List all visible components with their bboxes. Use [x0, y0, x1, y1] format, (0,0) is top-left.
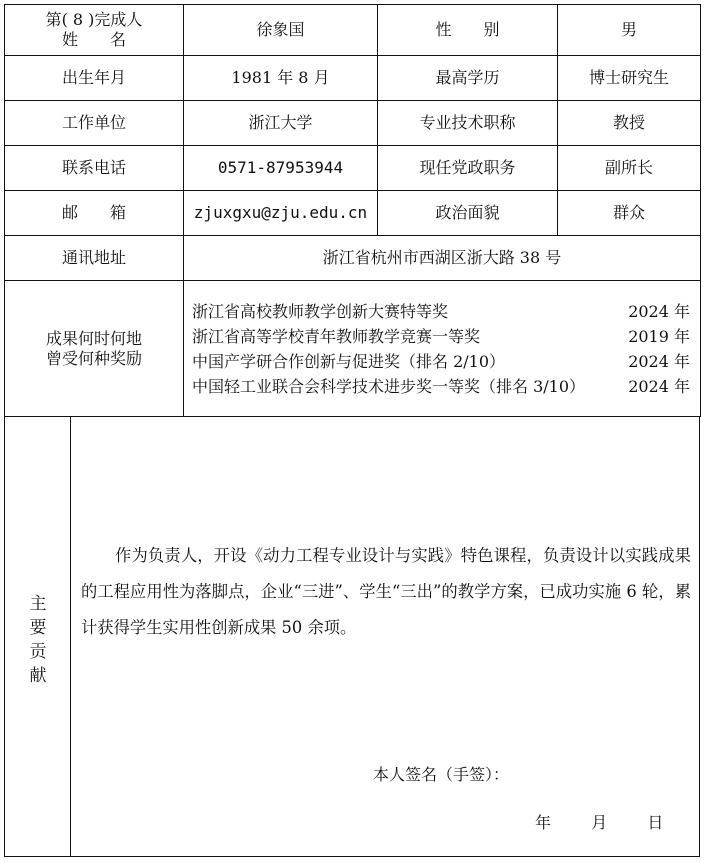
award-year: 2019 年 [628, 326, 690, 346]
date-month-label: 月 [591, 813, 608, 832]
award-year: 2024 年 [628, 376, 690, 396]
address-value: 浙江省杭州市西湖区浙大路 38 号 [184, 236, 701, 281]
title-value: 教授 [558, 101, 701, 146]
awards-list [184, 281, 701, 417]
award-form-page [4, 4, 700, 857]
name-value: 徐象国 [184, 5, 378, 56]
name-label-line1: 第( 8 )完成人 [45, 10, 143, 29]
name-label-cell [5, 5, 184, 56]
table-row [5, 56, 701, 101]
signature-date [535, 810, 663, 833]
employer-label: 工作单位 [5, 101, 184, 146]
email-value: zjuxgxu@zju.edu.cn [184, 191, 378, 236]
list-item [192, 299, 690, 324]
contribution-label [5, 416, 71, 856]
birth-label: 出生年月 [5, 56, 184, 101]
education-label: 最高学历 [378, 56, 558, 101]
table-row [5, 101, 701, 146]
position-value: 副所长 [558, 146, 701, 191]
date-day-label: 日 [647, 813, 664, 832]
awards-label-line1: 成果何时何地 [45, 328, 142, 348]
award-name: 中国轻工业联合会科学技术进步奖一等奖（排名 3/10） [192, 376, 586, 396]
education-value: 博士研究生 [558, 56, 701, 101]
award-year: 2024 年 [628, 301, 690, 321]
label-char: 献 [29, 666, 47, 686]
label-char: 要 [29, 618, 47, 638]
name-label-line2: 姓 名 [61, 30, 126, 49]
date-year-label: 年 [535, 813, 552, 832]
table-row [5, 236, 701, 281]
contribution-text: 作为负责人，开设《动力工程专业设计与实践》特色课程，负责设计以实践成果的工程应用性为落脚点，企业“三进”、学生“三出”的教学方案，已成功实施 6 轮，累计获得学生实用性创新成果 50 余项。 [81, 546, 691, 637]
birth-value: 1981 年 8 月 [184, 56, 378, 101]
gender-value: 男 [558, 5, 701, 56]
award-name: 浙江省高等学校青年教师教学竞赛一等奖 [192, 326, 481, 346]
gender-label: 性 别 [378, 5, 558, 56]
table-row [5, 281, 701, 417]
award-name: 中国产学研合作创新与促进奖（排名 2/10） [192, 351, 506, 371]
phone-label: 联系电话 [5, 146, 184, 191]
label-char: 贡 [29, 642, 47, 662]
list-item [192, 324, 690, 349]
position-label: 现任党政职务 [378, 146, 558, 191]
label-char: 主 [29, 594, 47, 614]
table-row [5, 5, 701, 56]
award-year: 2024 年 [628, 351, 690, 371]
address-label: 通讯地址 [5, 236, 184, 281]
signature-label: 本人签名（手签）： [373, 765, 510, 784]
contribution-label-text [5, 592, 71, 688]
personal-info-table [4, 4, 701, 417]
table-row [5, 191, 701, 236]
email-label: 邮 箱 [5, 191, 184, 236]
politics-value: 群众 [558, 191, 701, 236]
main-contribution-section [4, 416, 700, 857]
awards-label-cell [5, 281, 184, 417]
employer-value: 浙江大学 [184, 101, 378, 146]
title-label: 专业技术职称 [378, 101, 558, 146]
table-row [5, 146, 701, 191]
politics-label: 政治面貌 [378, 191, 558, 236]
list-item [192, 374, 690, 399]
phone-value: 0571-87953944 [184, 146, 378, 191]
awards-label-line2: 曾受何种奖励 [45, 348, 142, 368]
list-item [192, 349, 690, 374]
award-name: 浙江省高校教师教学创新大赛特等奖 [192, 301, 449, 321]
